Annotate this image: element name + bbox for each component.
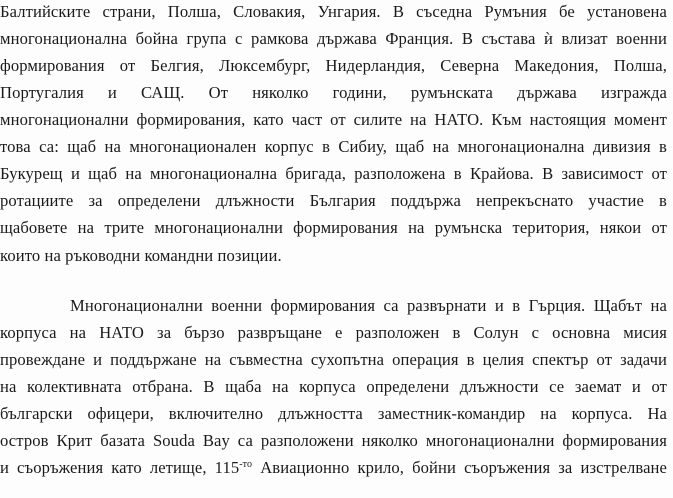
text-line: многонационална бойна група с рамкова държава Франция. В състава ѝ влизат военни — [0, 29, 667, 48]
text-line: корпуса на НАТО за бързо развръщане е разположен в Солун с основна мисия — [0, 323, 667, 342]
text-line: формирования от Белгия, Люксембург, Нидерландия, Северна Македония, Полша, — [0, 56, 667, 75]
text-line: Балтийските страни, Полша, Словакия, Унгария. В съседна Румъния бе установена — [0, 2, 667, 21]
text-fragment: Авиационно крило, бойни съоръжения за изстрелване — [252, 458, 667, 477]
superscript-suffix: -то — [239, 459, 253, 470]
text-line: български офицери, включително длъжността заместник-командир на корпуса. На — [0, 404, 667, 423]
text-line: това са: щаб на многонационален корпус в Сибиу, щаб на многонационална дивизия в — [0, 137, 667, 156]
text-line: остров Крит базата Souda Bay са разположени няколко многонационални формирования — [0, 431, 667, 450]
text-line: Португалия и САЩ. От няколко години, румънската държава изгражда — [0, 83, 667, 102]
text-line: провеждане и поддържане на съвместна сухопътна операция в целия спектър от задачи — [0, 350, 667, 369]
text-line: Букурещ и щаб на многонационална бригада, разположена в Крайова. В зависимост от — [0, 164, 667, 183]
text-line: многонационални формирования, като част от силите на НАТО. Към настоящия момент — [0, 110, 667, 129]
text-line: ротациите за определени длъжности България поддържа непрекъснато участие в — [0, 191, 667, 210]
text-line: на колективната отбрана. В щаба на корпуса определени длъжности се заемат и от — [0, 377, 667, 396]
text-line: щабовете на трите многонационални формирования на румънска територия, някои от — [0, 218, 667, 237]
text-line: които на ръководни командни позиции. — [0, 246, 282, 265]
text-line — [0, 458, 667, 478]
text-fragment: и съоръжения като летище, 115 — [0, 458, 240, 477]
text-line: Многонационални военни формирования са развърнати и в Гърция. Щабът на — [70, 296, 667, 315]
